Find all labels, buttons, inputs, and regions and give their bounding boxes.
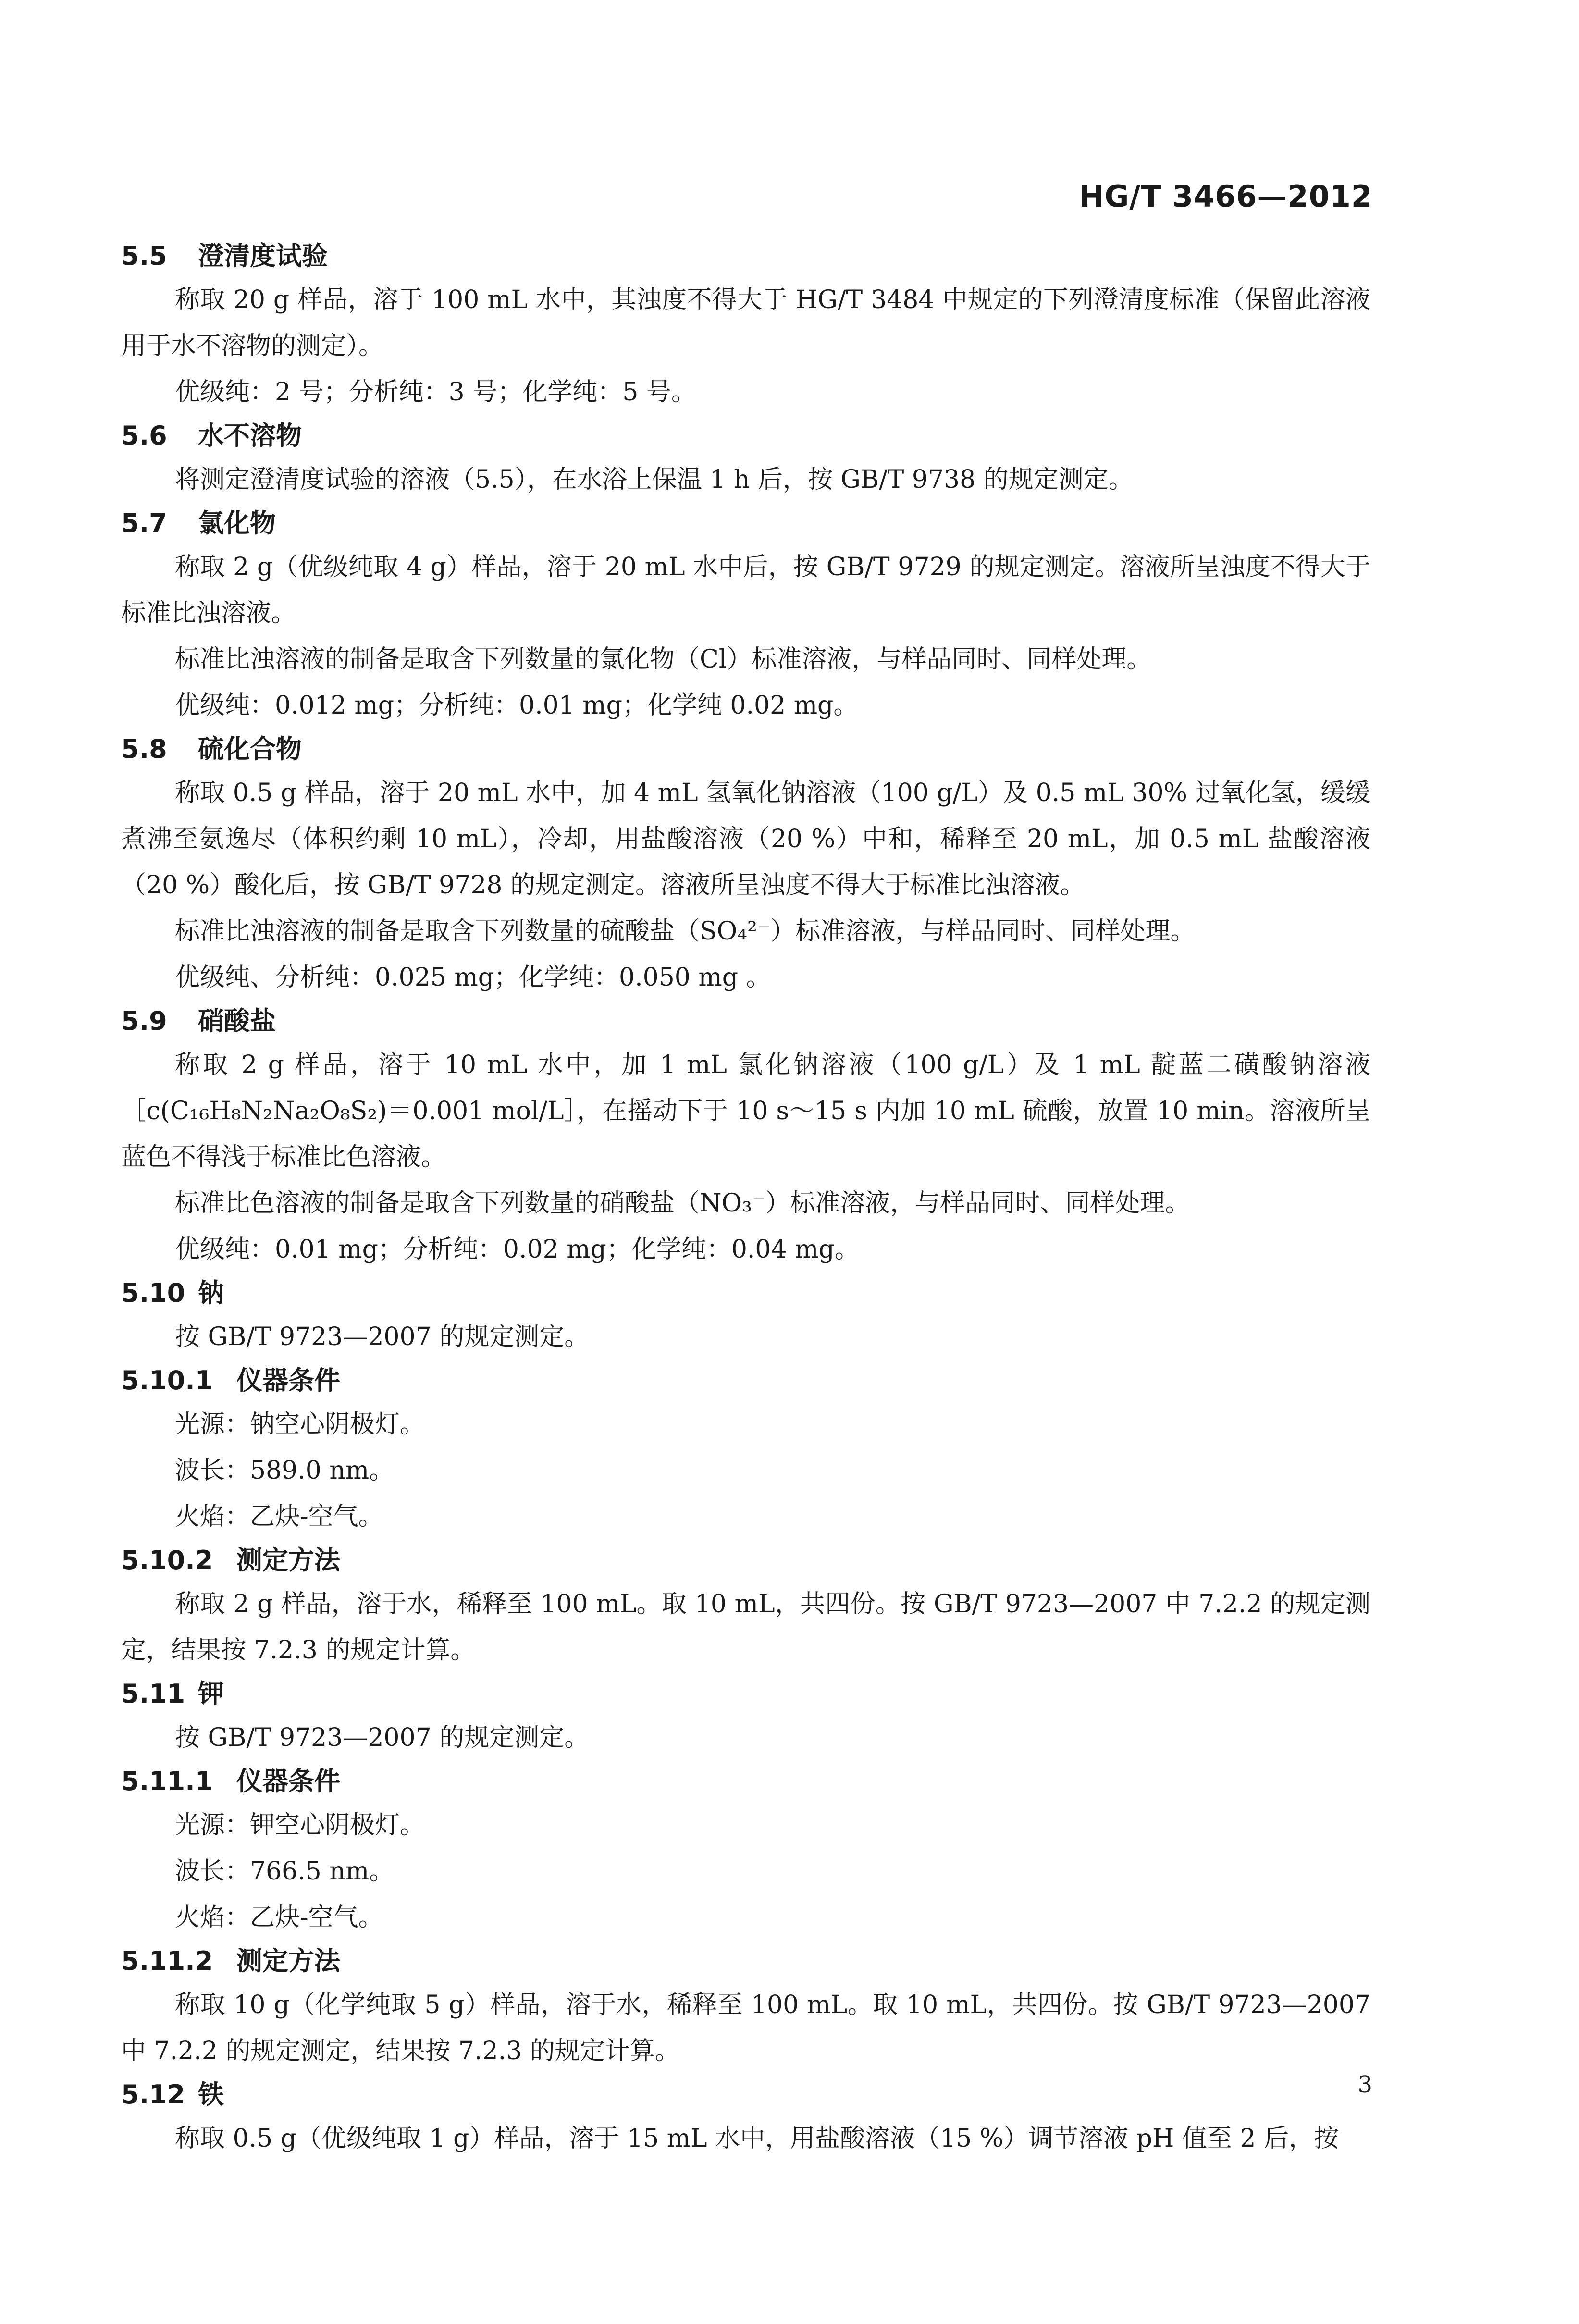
section-paragraph: 按 GB/T 9723—2007 的规定测定。 [175, 1723, 590, 1752]
section-number: 5.12 [121, 2079, 185, 2110]
section-number: 5.11.1 [121, 1766, 213, 1796]
section-paragraph: 火焰：乙炔-空气。 [175, 1502, 383, 1531]
section-paragraph: 优级纯：2 号；分析纯：3 号；化学纯：5 号。 [175, 378, 696, 407]
section-title: 硝酸盐 [198, 1006, 276, 1036]
section-heading [121, 1941, 1370, 1982]
section-paragraph: 优级纯、分析纯：0.025 mg；化学纯：0.050 mg 。 [175, 963, 771, 992]
section-paragraph: 称取 20 g 样品，溶于 100 mL 水中，其浊度不得大于 HG/T 3484 中规定的下列澄清度标准（保留此溶液用于水不溶物的测定）。 [121, 285, 1370, 360]
section-paragraph: 标准比浊溶液的制备是取含下列数量的硫酸盐（SO₄²⁻）标准溶液，与样品同时、同样处理。 [175, 917, 1196, 946]
section-paragraph: 将测定澄清度试验的溶液（5.5），在水浴上保温 1 h 后，按 GB/T 9738 的规定测定。 [175, 465, 1134, 494]
section-title: 仪器条件 [236, 1365, 340, 1396]
section-heading [121, 1273, 1370, 1314]
section-paragraph: 称取 2 g（优级纯取 4 g）样品，溶于 20 mL 水中后，按 GB/T 9729 的规定测定。溶液所呈浊度不得大于标准比浊溶液。 [121, 553, 1370, 628]
section-title: 澄清度试验 [198, 241, 328, 271]
document-body [121, 235, 1370, 2162]
section-paragraph: 标准比浊溶液的制备是取含下列数量的氯化物（Cl）标准溶液，与样品同时、同样处理。 [175, 645, 1152, 674]
section-number: 5.10 [121, 1278, 185, 1308]
section-heading [121, 1360, 1370, 1401]
section-heading [121, 503, 1370, 544]
section-title: 氯化物 [198, 508, 276, 538]
page-number: 3 [1357, 2071, 1372, 2098]
section-title: 水不溶物 [198, 420, 302, 451]
section-number: 5.10.1 [121, 1365, 213, 1396]
section-heading [121, 1540, 1370, 1581]
section-paragraph: 标准比色溶液的制备是取含下列数量的硝酸盐（NO₃⁻）标准溶液，与样品同时、同样处理。 [175, 1189, 1190, 1218]
section-paragraph: 光源：钠空心阴极灯。 [175, 1410, 425, 1439]
section-number: 5.10.2 [121, 1545, 213, 1575]
section-title: 测定方法 [236, 1946, 340, 1976]
section-heading [121, 2074, 1370, 2115]
section-paragraph: 按 GB/T 9723—2007 的规定测定。 [175, 1323, 590, 1351]
section-paragraph: 称取 10 g（化学纯取 5 g）样品，溶于水，稀释至 100 mL。取 10 mL，共四份。按 GB/T 9723—2007 中 7.2.2 的规定测定，结果按 7.2.3 的规定计算。 [121, 1990, 1370, 2065]
standard-number: HG/T 3466—2012 [1079, 179, 1372, 214]
section-heading [121, 415, 1370, 457]
section-paragraph: 火焰：乙炔-空气。 [175, 1903, 383, 1932]
section-number: 5.11 [121, 1679, 185, 1709]
section-title: 铁 [198, 2079, 224, 2110]
section-number: 5.5 [121, 241, 167, 271]
section-paragraph: 称取 0.5 g 样品，溶于 20 mL 水中，加 4 mL 氢氧化钠溶液（100 g/L）及 0.5 mL 30% 过氧化氢，缓缓煮沸至氨逸尽（体积约剩 10 mL），冷却，用盐酸溶液（20 %）中和，稀释至 20 mL，加 0.5 mL 盐酸溶液（20 %）酸化后，按 GB/T 9728 的规定测定。溶液所呈浊度不得大于标准比浊溶液。 [121, 779, 1370, 900]
section-paragraph: 光源：钾空心阴极灯。 [175, 1811, 425, 1840]
section-heading [121, 1673, 1370, 1715]
section-number: 5.8 [121, 734, 167, 764]
section-heading [121, 729, 1370, 770]
section-heading [121, 1761, 1370, 1802]
section-paragraph: 优级纯：0.012 mg；分析纯：0.01 mg；化学纯 0.02 mg。 [175, 691, 859, 720]
section-paragraph: 波长：766.5 nm。 [175, 1857, 395, 1886]
section-number: 5.11.2 [121, 1946, 213, 1976]
section-paragraph: 称取 2 g 样品，溶于 10 mL 水中，加 1 mL 氯化钠溶液（100 g/L）及 1 mL 靛蓝二磺酸钠溶液［c(C₁₆H₈N₂Na₂O₈S₂)＝0.001 mol/L］，在摇动下于 10 s～15 s 内加 10 mL 硫酸，放置 10 min。溶液所呈蓝色不得浅于标准比色溶液。 [121, 1051, 1370, 1172]
section-title: 仪器条件 [236, 1766, 340, 1796]
section-number: 5.7 [121, 508, 167, 538]
section-title: 钾 [198, 1679, 224, 1709]
section-heading [121, 235, 1370, 277]
section-number: 5.6 [121, 420, 167, 451]
section-title: 测定方法 [236, 1545, 340, 1575]
section-paragraph: 称取 0.5 g（优级纯取 1 g）样品，溶于 15 mL 水中，用盐酸溶液（15 %）调节溶液 pH 值至 2 后，按 [175, 2124, 1339, 2153]
section-paragraph: 优级纯：0.01 mg；分析纯：0.02 mg；化学纯：0.04 mg。 [175, 1235, 860, 1264]
section-title: 硫化合物 [198, 734, 302, 764]
section-number: 5.9 [121, 1006, 167, 1036]
section-heading [121, 1001, 1370, 1042]
section-paragraph: 称取 2 g 样品，溶于水，稀释至 100 mL。取 10 mL，共四份。按 GB/T 9723—2007 中 7.2.2 的规定测定，结果按 7.2.3 的规定计算。 [121, 1590, 1370, 1665]
section-title: 钠 [198, 1278, 224, 1308]
section-paragraph: 波长：589.0 nm。 [175, 1456, 395, 1485]
